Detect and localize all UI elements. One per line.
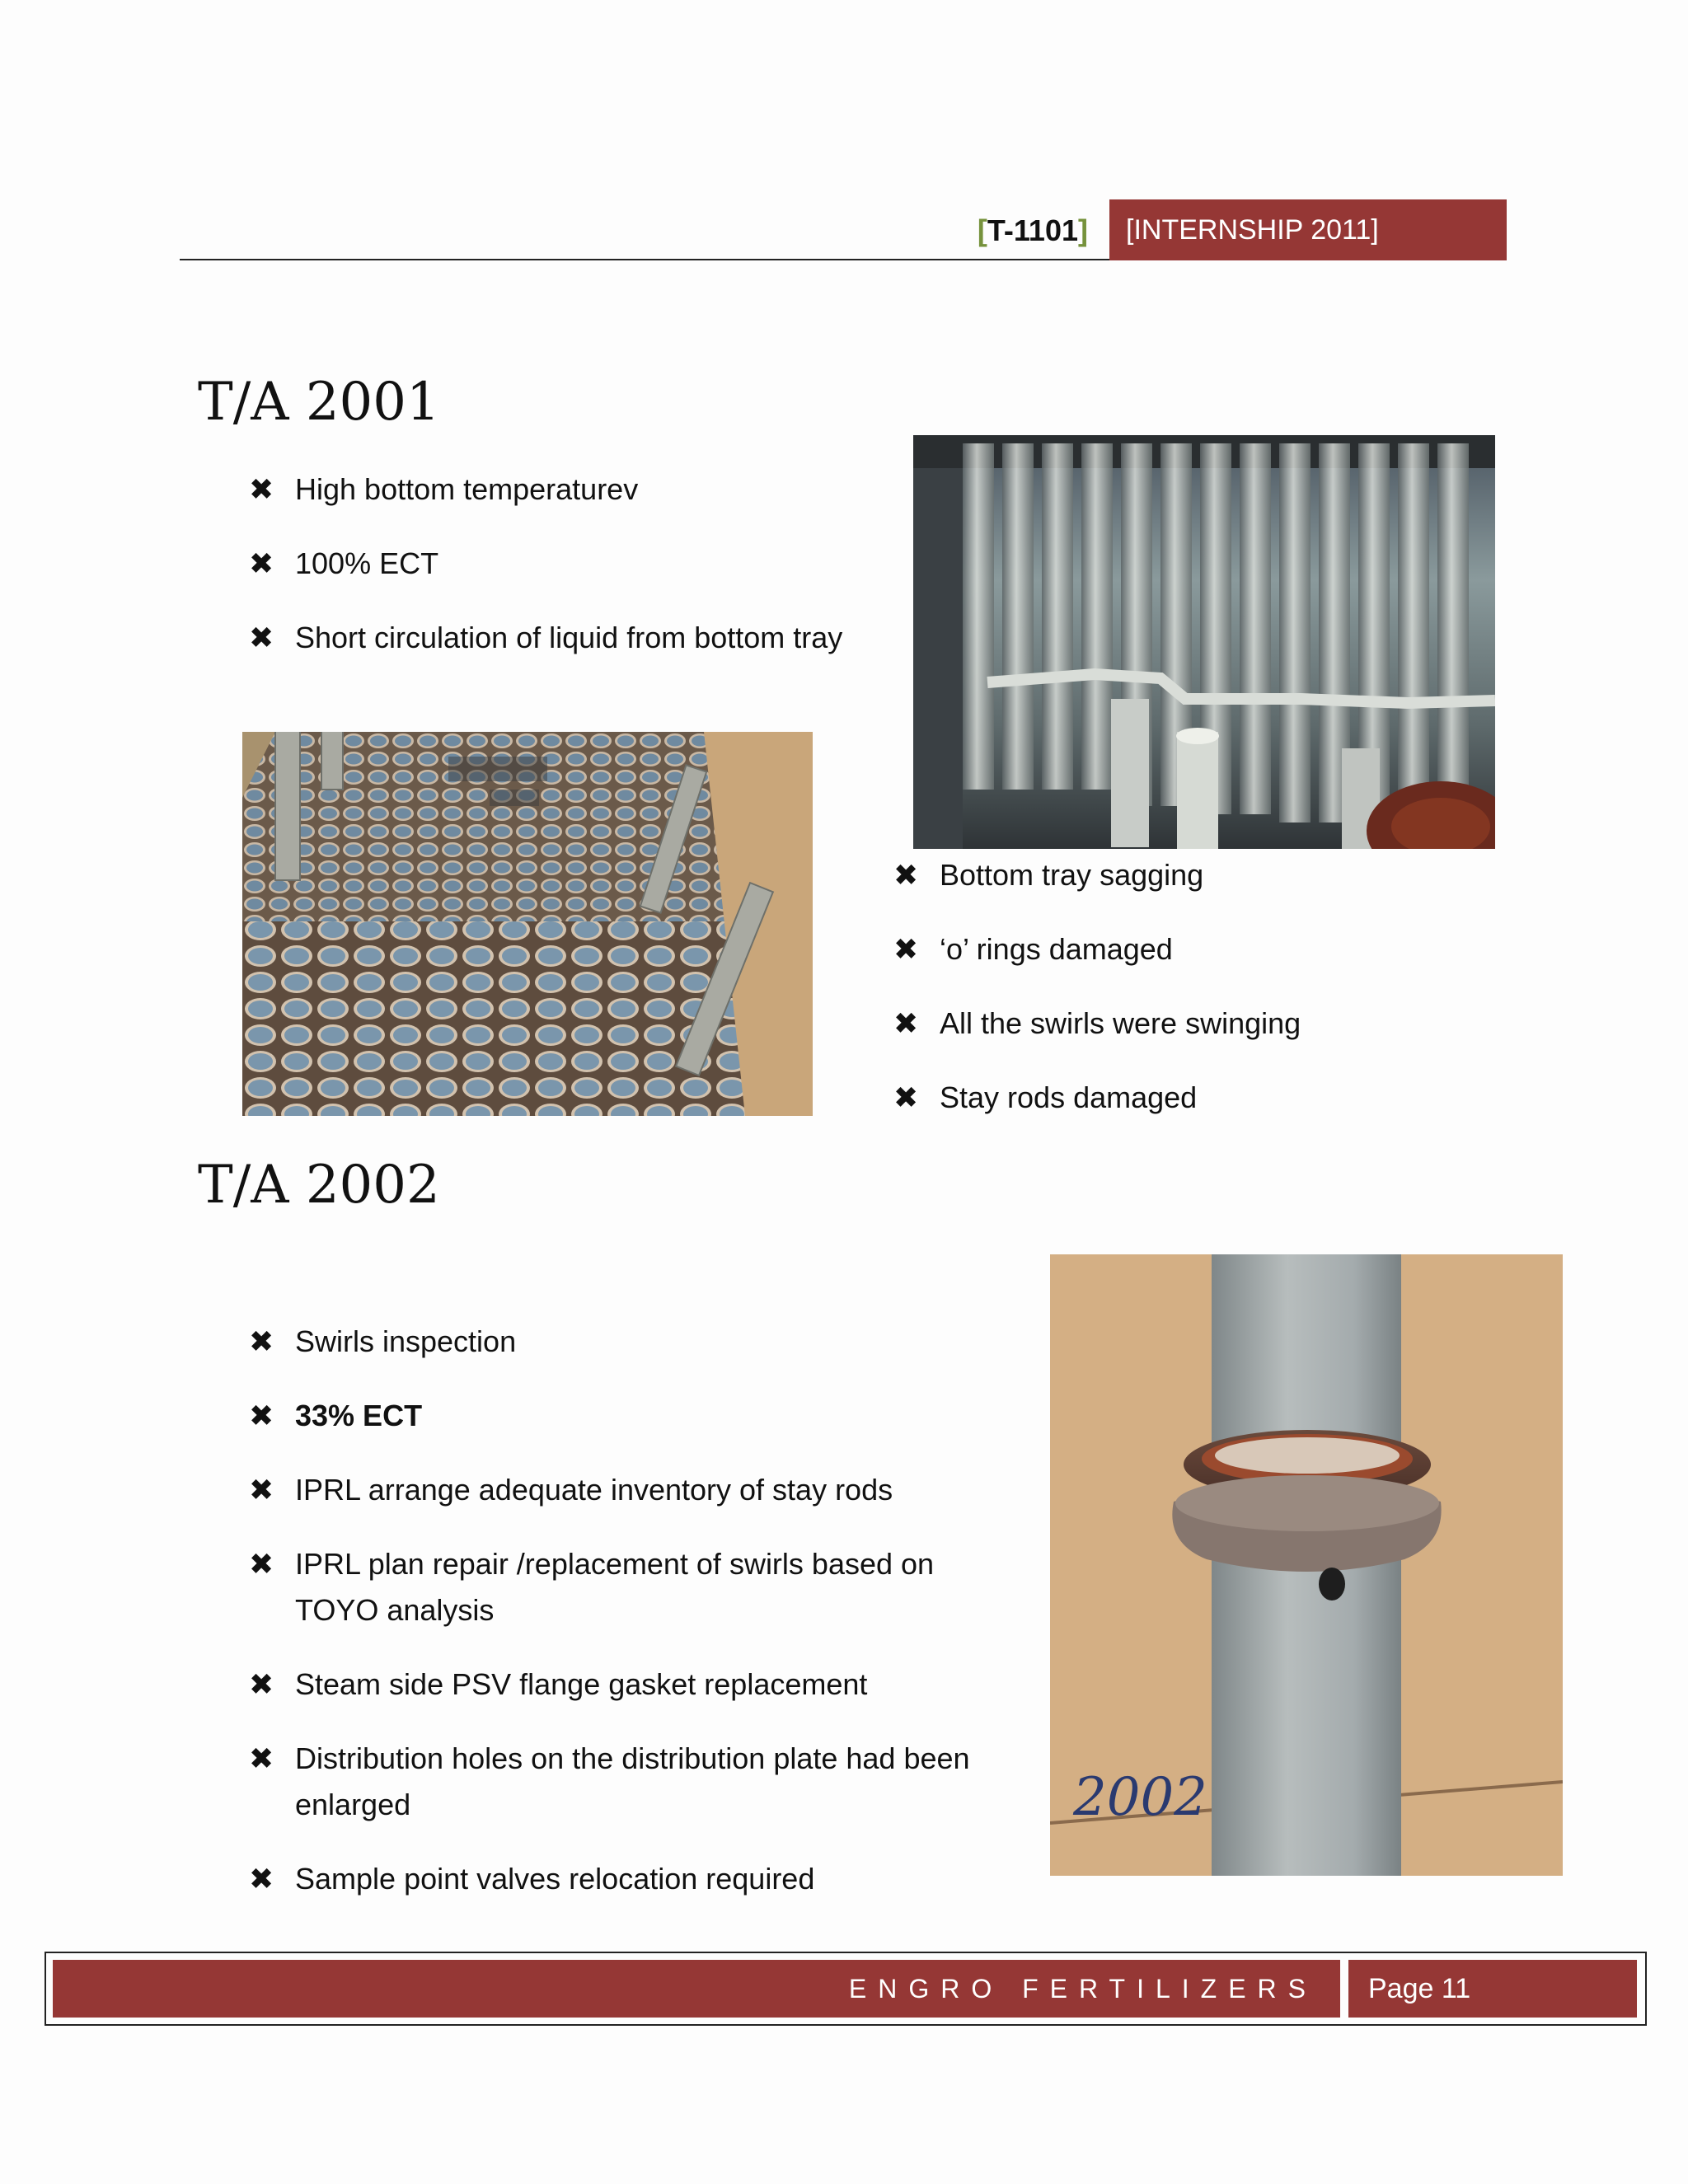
cross-bullet-icon: ✖ — [249, 1862, 274, 1896]
list-item — [249, 1736, 1040, 1828]
bullet-text: Bottom tray sagging — [940, 858, 1204, 892]
photo-bottom-tray — [242, 732, 813, 1116]
list-item — [249, 1661, 1040, 1708]
cross-bullet-icon: ✖ — [249, 1547, 274, 1581]
bullet-text-line-1: Distribution holes on the distribution plate had been — [295, 1741, 970, 1775]
photo-swirl-tubes — [913, 435, 1495, 849]
cross-bullet-icon: ✖ — [893, 932, 919, 966]
list-item — [249, 1856, 1040, 1902]
list-item — [249, 1319, 1040, 1365]
section-title-ta-2002: T/A 2002 — [198, 1155, 440, 1216]
bullet-text: High bottom temperaturev — [295, 472, 639, 506]
list-item — [249, 1541, 1040, 1633]
bracket-open: [ — [977, 213, 987, 247]
cross-bullet-icon: ✖ — [249, 472, 274, 506]
header-label: [INTERNSHIP 2011] — [1126, 214, 1379, 246]
cross-bullet-icon: ✖ — [249, 546, 274, 580]
cross-bullet-icon: ✖ — [249, 621, 274, 654]
list-item — [893, 1075, 1487, 1121]
bullet-text: Steam side PSV flange gasket replacement — [295, 1667, 868, 1701]
bullet-text-line-2: enlarged — [295, 1788, 411, 1821]
document-code-text: T-1101 — [987, 213, 1078, 247]
list-item — [893, 926, 1487, 972]
bullet-text-line-1: IPRL plan repair /replacement of swirls based on — [295, 1547, 935, 1581]
list-item — [249, 466, 925, 513]
bullet-text: IPRL arrange adequate inventory of stay rods — [295, 1473, 893, 1507]
cross-bullet-icon: ✖ — [249, 1667, 274, 1701]
page-number: Page 11 — [1368, 1973, 1471, 2004]
bullet-text: 33% ECT — [295, 1399, 423, 1432]
list-item — [249, 615, 925, 661]
document-code — [923, 208, 1088, 254]
bullet-text: All the swirls were swinging — [940, 1006, 1301, 1040]
list-item — [249, 1393, 1040, 1439]
section-title-ta-2001: T/A 2001 — [198, 372, 440, 433]
bullet-text: Short circulation of liquid from bottom tray — [295, 621, 843, 654]
bullet-text-line-2: TOYO analysis — [295, 1593, 495, 1627]
header-rule — [180, 259, 1109, 260]
footer-company-text: ENGRO FERTILIZERS — [848, 1974, 1317, 2004]
list-item — [249, 1467, 1040, 1513]
photo-swirl-o-ring — [1050, 1254, 1563, 1876]
cross-bullet-icon: ✖ — [249, 1473, 274, 1507]
cross-bullet-icon: ✖ — [893, 1080, 919, 1114]
bullet-text: ‘o’ rings damaged — [940, 932, 1173, 966]
handwritten-year: 2002 — [1073, 1767, 1207, 1828]
bracket-close: ] — [1078, 213, 1088, 247]
cross-bullet-icon: ✖ — [249, 1741, 274, 1775]
header-label-box — [1109, 199, 1507, 260]
cross-bullet-icon: ✖ — [249, 1324, 274, 1358]
bullet-text: 100% ECT — [295, 546, 439, 580]
list-item — [893, 1001, 1487, 1047]
cross-bullet-icon: ✖ — [249, 1399, 274, 1432]
bullet-text: Swirls inspection — [295, 1324, 517, 1358]
list-item — [249, 541, 925, 587]
cross-bullet-icon: ✖ — [893, 1006, 919, 1040]
footer-page-box — [1348, 1960, 1637, 2018]
list-item — [893, 852, 1487, 898]
footer-company — [53, 1960, 1340, 2018]
bullet-text: Sample point valves relocation required — [295, 1862, 815, 1896]
bullet-text: Stay rods damaged — [940, 1080, 1198, 1114]
cross-bullet-icon: ✖ — [893, 858, 919, 892]
